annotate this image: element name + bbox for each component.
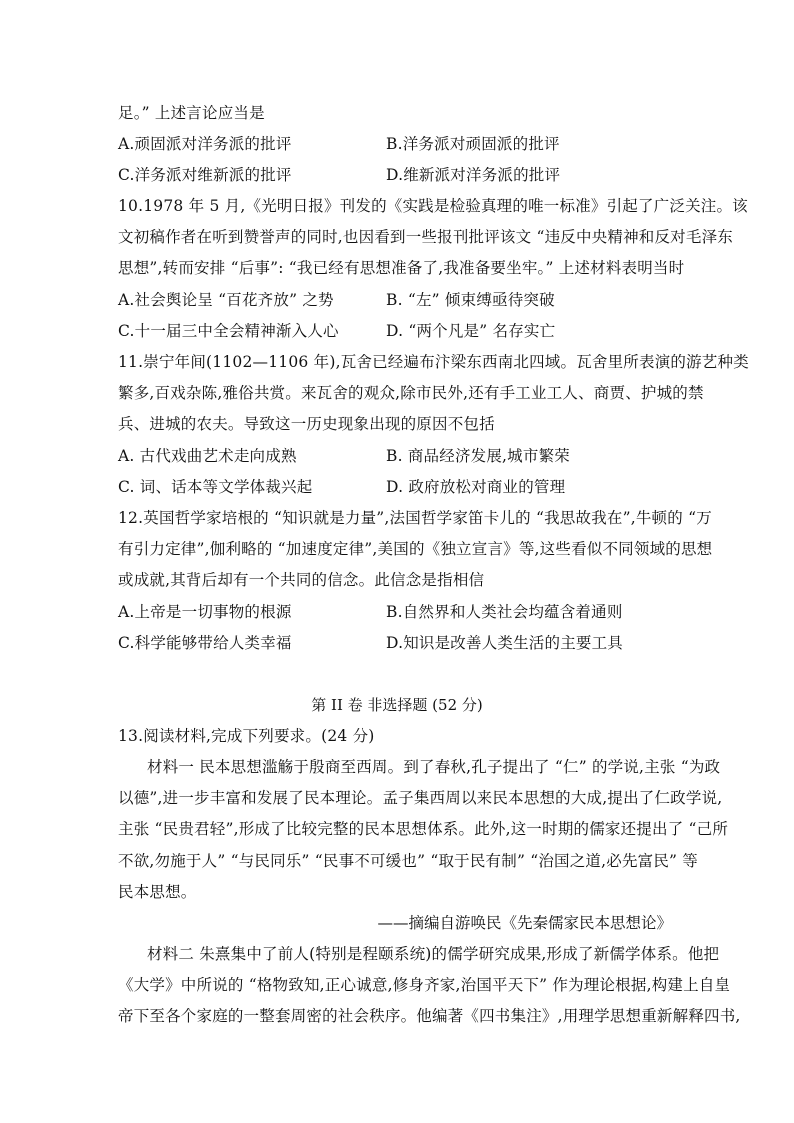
- q12-option-b: B.自然界和人类社会均蕴含着通则: [386, 603, 623, 621]
- material-2-line: 《大学》中所说的 “格物致知,正心诚意,修身齐家,治国平天下” 作为理论根据,构建上自皇: [118, 976, 731, 994]
- q10-option-b: B. “左” 倾束缚亟待突破: [386, 291, 555, 309]
- material-2-line: 帝下至各个家庭的一整套周密的社会秩序。他编著《四书集注》,用理学思想重新解释四书,: [118, 1007, 741, 1025]
- material-1-line: 主张 “民贵君轻”,形成了比较完整的民本思想体系。此外,这一时期的儒家还提出了 “己所: [118, 820, 729, 838]
- q9-option-c: C.洋务派对维新派的批评: [118, 166, 292, 184]
- q12-option-d: D.知识是改善人类生活的主要工具: [386, 634, 624, 652]
- q11-line: 兵、进城的农夫。导致这一历史现象出现的原因不包括: [118, 415, 495, 433]
- q12-option-c: C.科学能够带给人类幸福: [118, 634, 292, 652]
- material-1-line: 以德”,进一步丰富和发展了民本理论。孟子集西周以来民本思想的大成,提出了仁政学说,: [118, 789, 723, 807]
- q12-option-a: A.上帝是一切事物的根源: [118, 603, 292, 621]
- material-1-source: ——摘编自游唤民《先秦儒家民本思想论》: [377, 914, 672, 932]
- q11-option-d: D. 政府放松对商业的管理: [386, 478, 566, 496]
- intro-line: 足。” 上述言论应当是: [118, 104, 265, 122]
- section-title: 第 II 卷 非选择题 (52 分): [311, 696, 483, 714]
- q9-option-a: A.顽固派对洋务派的批评: [118, 135, 292, 153]
- q13-prompt: 13.阅读材料,完成下列要求。(24 分): [118, 727, 375, 745]
- q11-option-a: A. 古代戏曲艺术走向成熟: [118, 447, 297, 465]
- q10-line: 思想”,转而安排 “后事”: “我已经有思想准备了,我准备要坐牢。” 上述材料表明当时: [118, 259, 685, 277]
- q10-line: 文初稿作者在听到赞誉声的同时,也因看到一些报刊批评该文 “违反中央精神和反对毛泽东: [118, 228, 733, 246]
- material-2-line: 材料二 朱熹集中了前人(特别是程颐系统)的儒学研究成果,形成了新儒学体系。他把: [147, 945, 720, 963]
- q10-option-a: A.社会舆论呈 “百花齐放” 之势: [118, 291, 334, 309]
- q10-option-c: C.十一届三中全会精神渐入人心: [118, 322, 339, 340]
- q9-option-d: D.维新派对洋务派的批评: [386, 166, 561, 184]
- q12-line: 12.英国哲学家培根的 “知识就是力量”,法国哲学家笛卡儿的 “我思故我在”,牛顿的 “万: [118, 509, 712, 527]
- q11-option-b: B. 商品经济发展,城市繁荣: [386, 447, 570, 465]
- material-1-line: 民本思想。: [118, 883, 197, 901]
- q11-line: 繁多,百戏杂陈,雅俗共赏。来瓦舍的观众,除市民外,还有手工业工人、商贾、护城的禁: [118, 384, 704, 402]
- q11-line: 11.崇宁年间(1102—1106 年),瓦舍已经遍布汴梁东西南北四域。瓦舍里所表演的游艺种类: [118, 353, 749, 371]
- material-1-line: 不欲,勿施于人” “与民同乐” “民事不可缓也” “取于民有制” “治国之道,必先富民” 等: [118, 852, 699, 870]
- q10-option-d: D. “两个凡是” 名存实亡: [386, 322, 556, 340]
- q12-line: 或成就,其背后却有一个共同的信念。此信念是指相信: [118, 571, 485, 589]
- q11-option-c: C. 词、话本等文学体裁兴起: [118, 478, 313, 496]
- q9-option-b: B.洋务派对顽固派的批评: [386, 135, 560, 153]
- material-1-line: 材料一 民本思想滥觞于殷商至西周。到了春秋,孔子提出了 “仁” 的学说,主张 “为政: [147, 758, 721, 776]
- q12-line: 有引力定律”,伽利略的 “加速度定律”,美国的《独立宣言》等,这些看似不同领域的思想: [118, 540, 713, 558]
- q10-line: 10.1978 年 5 月,《光明日报》刊发的《实践是检验真理的唯一标准》引起了广泛关注。该: [118, 197, 748, 215]
